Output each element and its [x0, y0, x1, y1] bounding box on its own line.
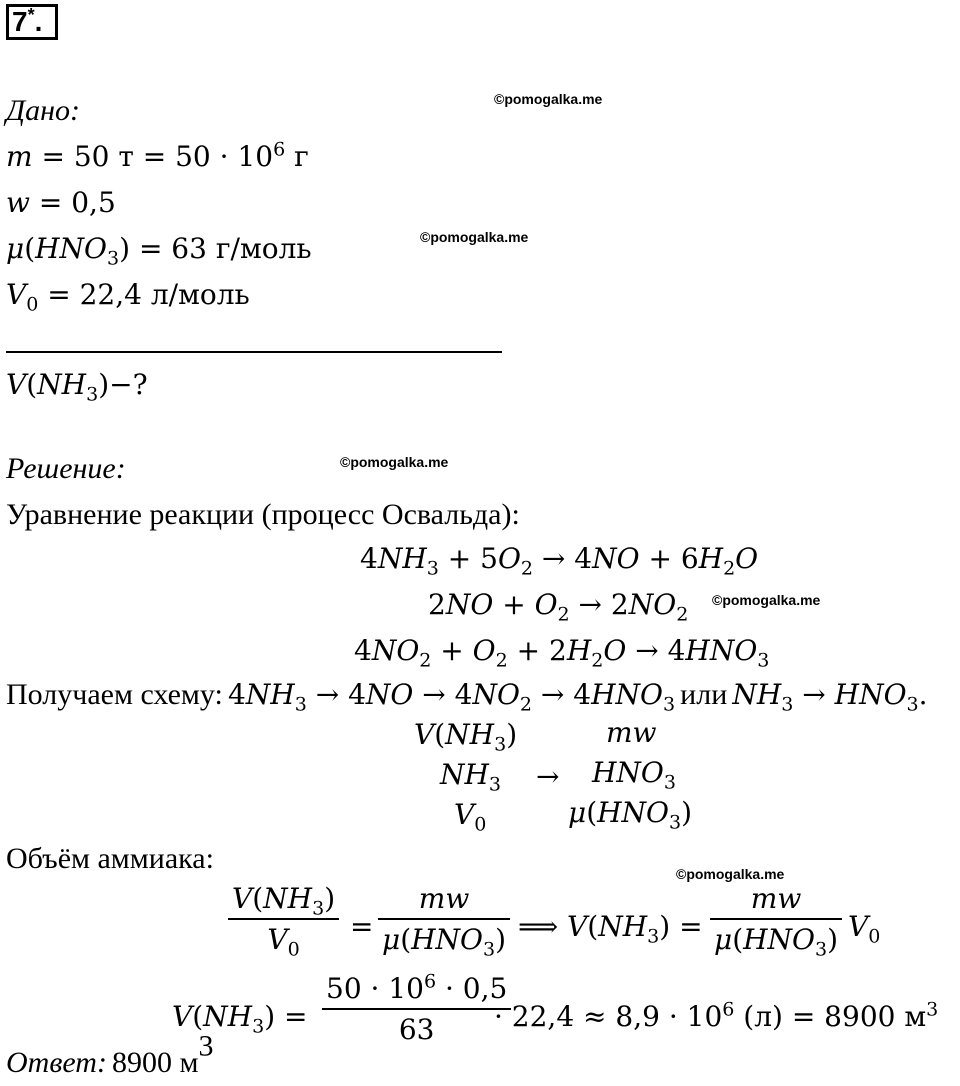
fraction-numeric: $\frac{50 \cdot 10^6 \cdot 0,5}{63}$ — [322, 972, 511, 1046]
equals-sign: = — [350, 910, 374, 943]
watermark: ©pomogalka.me — [420, 229, 529, 245]
scheme-line: Получаем схему: $4NH_3 \to 4NO \to 4NO_2 \to 4HNO_3$ или $NH_3 \to HNO_3$. — [6, 678, 928, 716]
reaction-1: $4NH_3 + 5O_2 \to 4NO + 6H_2O$ — [360, 542, 759, 580]
scheme-bottom-right: $\mu(HNO_3)$ — [568, 796, 693, 834]
result-expression: ⟹ $V(NH_3)$ = — [518, 910, 703, 948]
given-heading: Дано: — [6, 94, 80, 127]
watermark: ©pomogalka.me — [676, 866, 785, 882]
scheme-bottom-left: $V_0$ — [454, 798, 487, 836]
problem-star: * — [27, 5, 35, 25]
watermark: ©pomogalka.me — [712, 592, 821, 608]
watermark: ©pomogalka.me — [494, 91, 603, 107]
find-volume: $V(NH_3)-$? — [6, 368, 148, 406]
problem-number: 7*. — [6, 4, 58, 40]
volume-intro: Объём аммиака: — [6, 842, 214, 875]
given-molar-mass: $\mu(HNO_3) = 63$ г/моль — [6, 232, 312, 270]
given-mass: m = 50 $т = 50 \cdot 10^6$ г — [6, 138, 309, 173]
fraction-v-over-v0: $\frac{V(NH_3)}{V_0}$ — [228, 882, 339, 956]
scheme-arrow: → — [536, 760, 560, 793]
given-divider — [6, 351, 502, 353]
solution-heading: Решение: — [6, 452, 126, 485]
fraction-mw-over-mu: mw $\mu(HNO_3)$ — [378, 882, 510, 956]
reaction-3: $4NO_2 + O_2 + 2H_2O \to 4HNO_3$ — [354, 634, 770, 672]
answer-line: Ответ: 8900 $м^3$ — [6, 1029, 214, 1079]
scheme-top-right: mw — [606, 716, 657, 749]
fraction-mw-over-mu-2: mw $\mu(HNO_3)$ — [710, 882, 842, 956]
v0-factor: $V_0$ — [848, 910, 881, 948]
scheme-top-left: $V(NH_3)$ — [414, 718, 518, 756]
calc-right: · $22,4 \approx 8,9 \cdot 10^6$ (л) = 8900 $м^3$ — [494, 998, 939, 1033]
watermark: ©pomogalka.me — [340, 454, 449, 470]
scheme-mid-left: $NH_3$ — [440, 758, 502, 796]
given-fraction: w = 0,5 — [6, 186, 116, 219]
equation-intro: Уравнение реакции (процесс Освальда): — [6, 498, 520, 531]
scheme-mid-right: $HNO_3$ — [592, 756, 676, 794]
calc-left: $V(NH_3)$ = — [172, 1000, 308, 1038]
reaction-2: $2NO + O_2 \to 2NO_2$ — [428, 588, 689, 626]
given-molar-volume: $V_0 = 22,4$ л/моль — [6, 278, 250, 316]
